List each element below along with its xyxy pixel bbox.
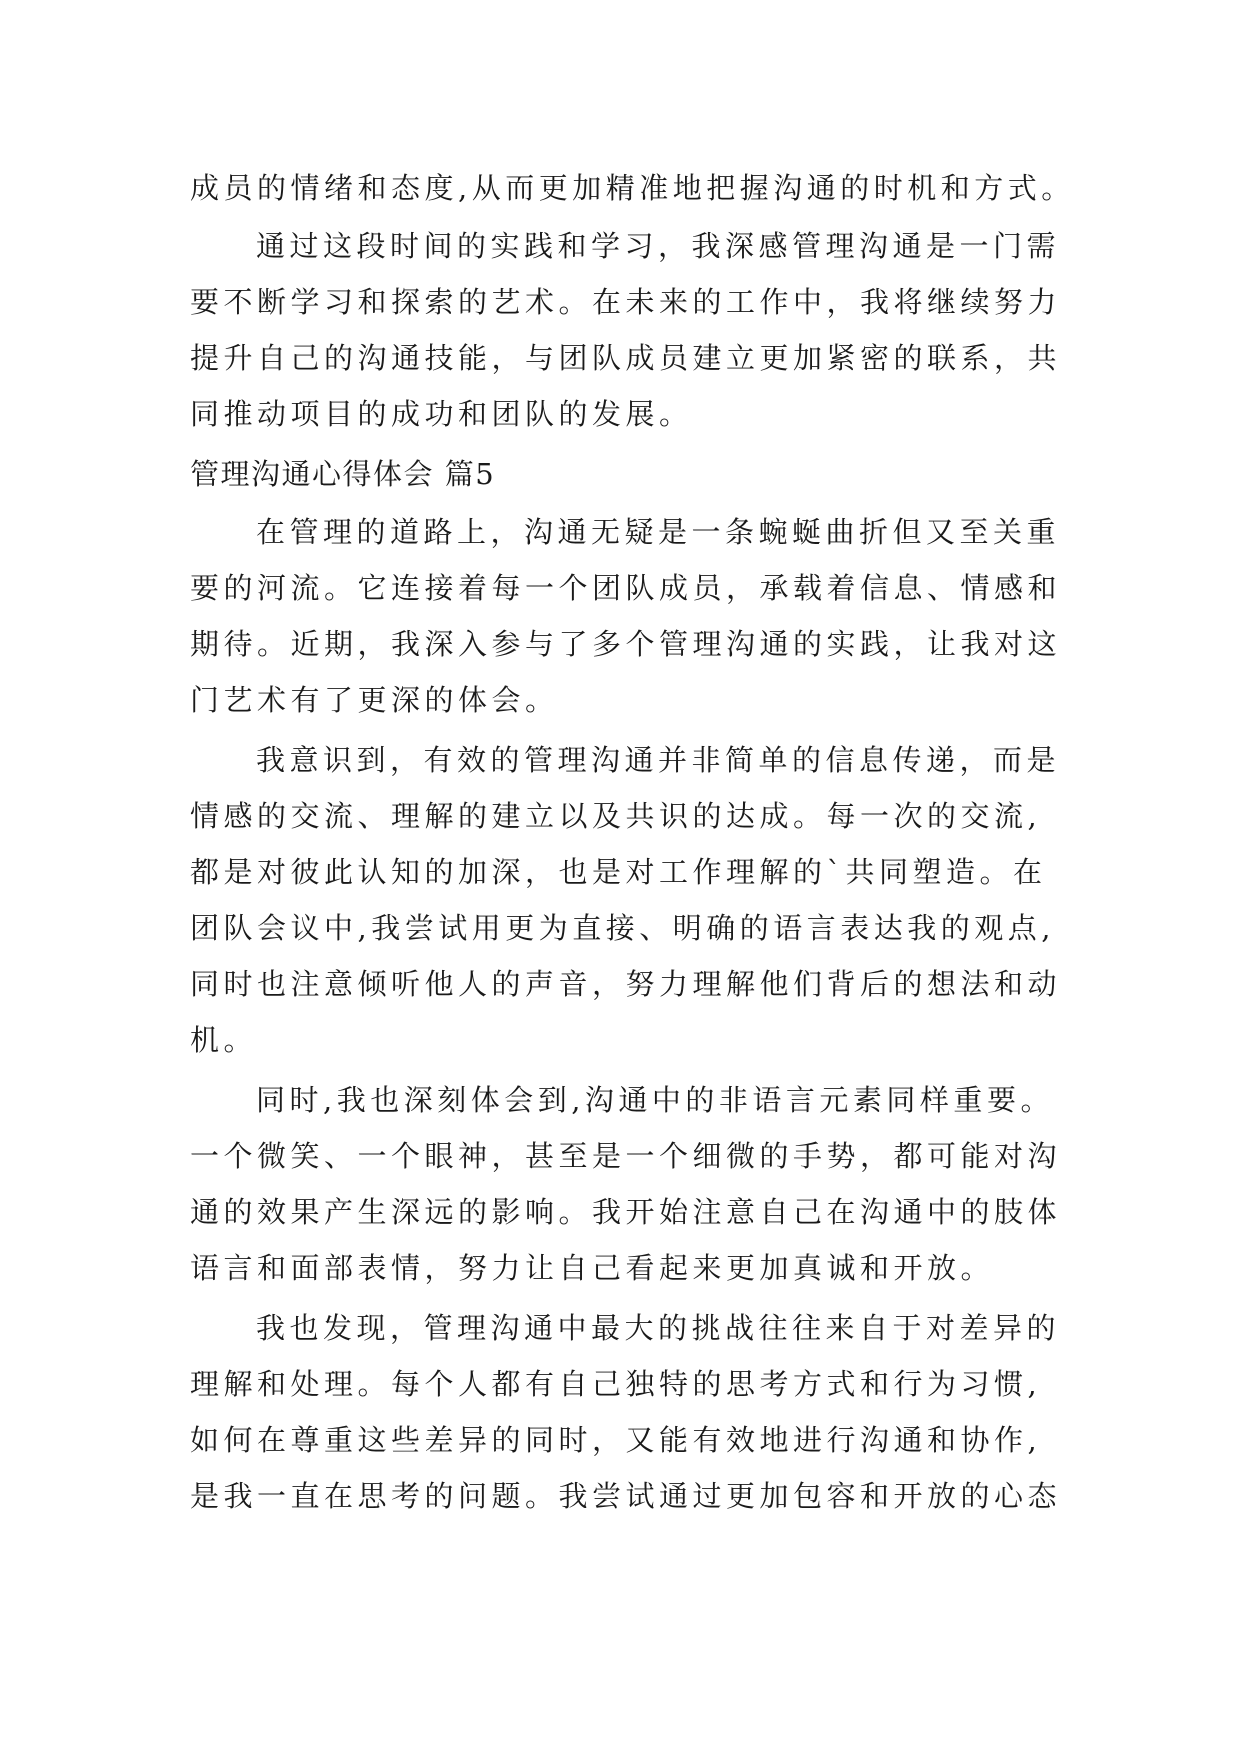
text-line: 一个微笑、一个眼神，甚至是一个细微的手势，都可能对沟 [190, 1139, 1062, 1173]
paragraph-first-line: 在管理的道路上，沟通无疑是一条蜿蜒曲折但又至关重 [256, 515, 1061, 549]
text-line: 通的效果产生深远的影响。我开始注意自己在沟通中的肢体 [190, 1195, 1062, 1229]
text-line: 语言和面部表情，努力让自己看起来更加真诚和开放。 [190, 1251, 995, 1285]
text-line: 要不断学习和探索的艺术。在未来的工作中，我将继续努力 [190, 285, 1062, 319]
text-line: 如何在尊重这些差异的同时，又能有效地进行沟通和协作, [190, 1423, 1042, 1457]
text-line: 机。 [190, 1023, 258, 1057]
paragraph-first-line: 我意识到，有效的管理沟通并非简单的信息传递，而是 [256, 743, 1061, 777]
paragraph-first-line: 同时,我也深刻体会到,沟通中的非语言元素同样重要。 [256, 1083, 1054, 1117]
text-line: 要的河流。它连接着每一个团队成员，承载着信息、情感和 [190, 571, 1062, 605]
paragraph-first-line: 我也发现，管理沟通中最大的挑战往往来自于对差异的 [256, 1311, 1061, 1345]
text-line: 同推动项目的成功和团队的发展。 [190, 397, 693, 431]
text-line: 提升自己的沟通技能，与团队成员建立更加紧密的联系，共 [190, 341, 1062, 375]
text-line: 门艺术有了更深的体会。 [190, 683, 559, 717]
text-line: 成员的情绪和态度,从而更加精准地把握沟通的时机和方式。 [190, 171, 1075, 205]
text-line: 期待。近期，我深入参与了多个管理沟通的实践，让我对这 [190, 627, 1062, 661]
text-line: 情感的交流、理解的建立以及共识的达成。每一次的交流, [190, 799, 1042, 833]
text-line: 团队会议中,我尝试用更为直接、明确的语言表达我的观点, [190, 911, 1055, 945]
text-line: 理解和处理。每个人都有自己独特的思考方式和行为习惯, [190, 1367, 1042, 1401]
text-line: 都是对彼此认知的加深，也是对工作理解的`共同塑造。在 [190, 855, 1047, 889]
paragraph-first-line: 通过这段时间的实践和学习，我深感管理沟通是一门需 [256, 229, 1061, 263]
text-line: 同时也注意倾听他人的声音，努力理解他们背后的想法和动 [190, 967, 1062, 1001]
section-heading: 管理沟通心得体会 篇5 [190, 457, 496, 491]
text-line: 是我一直在思考的问题。我尝试通过更加包容和开放的心态 [190, 1479, 1062, 1513]
